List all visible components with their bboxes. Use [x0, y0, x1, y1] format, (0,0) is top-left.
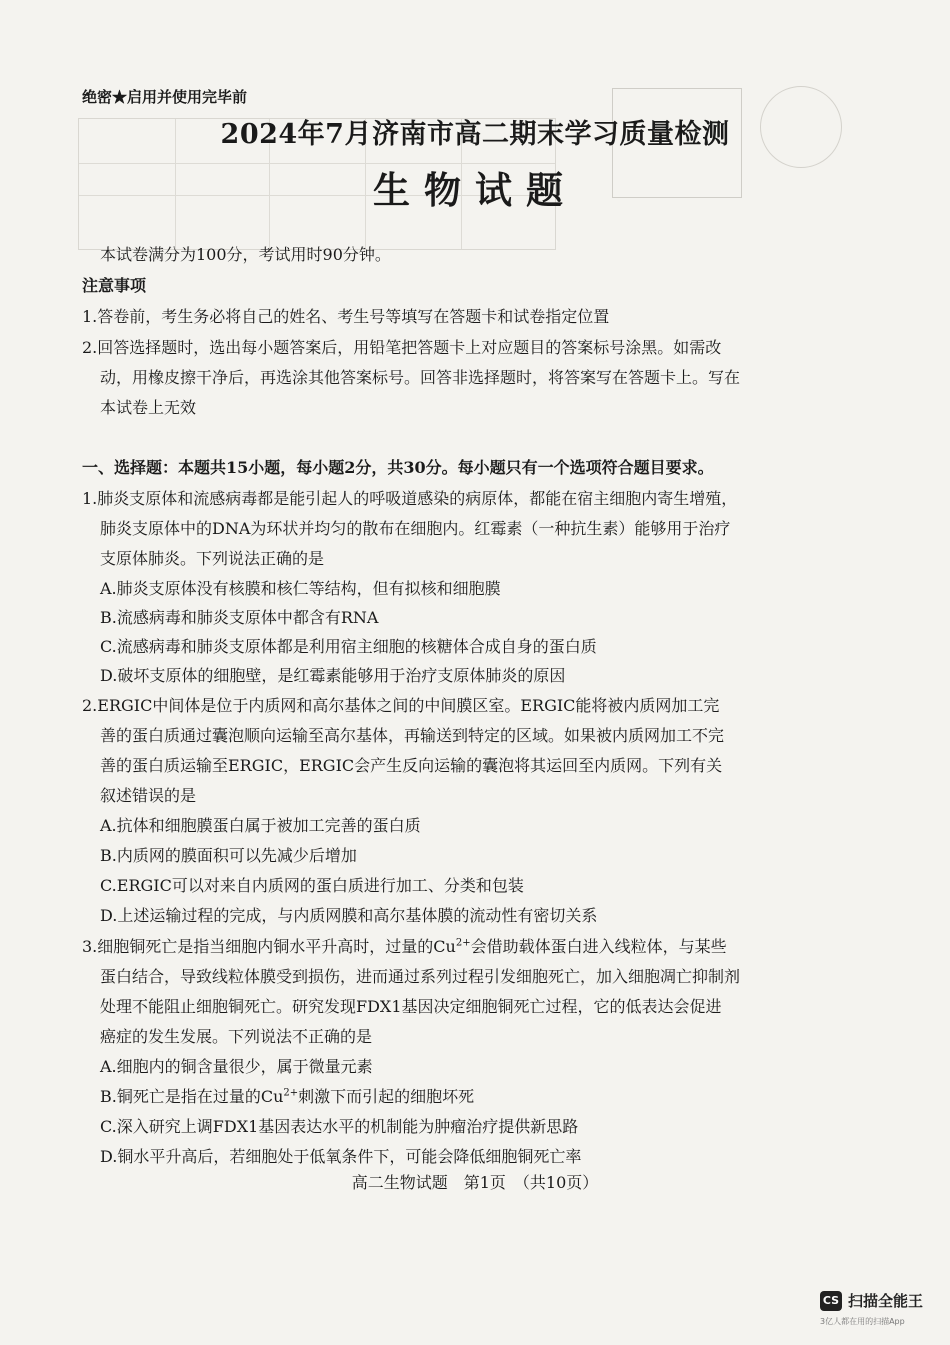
notice-item: 1.答卷前，考生务必将自己的姓名、考生号等填写在答题卡和试卷指定位置 [82, 307, 610, 326]
q3-option-b [100, 1086, 474, 1108]
q2-option-c: C.ERGIC可以对来自内质网的蛋白质进行加工、分类和包装 [100, 876, 524, 895]
q3-option-c: C.深入研究上调FDX1基因表达水平的机制能为肿瘤治疗提供新思路 [100, 1117, 579, 1136]
q1-option-c: C.流感病毒和肺炎支原体都是利用宿主细胞的核糖体合成自身的蛋白质 [100, 637, 597, 656]
scanner-watermark [820, 1290, 923, 1311]
scanner-tagline: 3亿人都在用的扫描App [820, 1317, 905, 1326]
section-heading: 一、选择题：本题共15小题，每小题2分，共30分。每小题只有一个选项符合题目要求。 [82, 458, 714, 477]
q2-stem: 叙述错误的是 [100, 786, 197, 805]
q1-stem: 肺炎支原体中的DNA为环状并均匀的散布在细胞内。红霉素（一种抗生素）能够用于治疗 [100, 519, 731, 538]
q3-option-b-a: B.铜死亡是指在过量的Cu [100, 1087, 284, 1106]
notice-heading: 注意事项 [82, 276, 147, 295]
q3-stem-b: 会借助载体蛋白进入线粒体，与某些 [470, 937, 727, 956]
subject-title: 生物试题 [373, 168, 577, 212]
page-footer: 高二生物试题 第1页 （共10页） [351, 1173, 599, 1192]
q3-option-a: A.细胞内的铜含量很少，属于微量元素 [100, 1057, 373, 1076]
scanner-name: 扫描全能王 [848, 1292, 924, 1310]
notice-item: 动，用橡皮擦干净后，再选涂其他答案标号。回答非选择题时，将答案写在答题卡上。写在 [100, 368, 741, 387]
q2-option-a: A.抗体和细胞膜蛋白属于被加工完善的蛋白质 [100, 816, 421, 835]
q2-option-d: D.上述运输过程的完成，与内质网膜和高尔基体膜的流动性有密切关系 [100, 906, 598, 925]
q2-stem: 善的蛋白质通过囊泡顺向运输至高尔基体，再输送到特定的区域。如果被内质网加工不完 [100, 726, 725, 745]
q2-stem: 善的蛋白质运输至ERGIC，ERGIC会产生反向运输的囊泡将其运回至内质网。下列有关 [100, 756, 723, 775]
q3-ion-charge: 2+ [455, 937, 471, 949]
q3-stem: 蛋白结合，导致线粒体膜受到损伤，进而通过系列过程引发细胞死亡，加入细胞凋亡抑制剂 [100, 967, 741, 986]
cs-logo-icon: CS [820, 1291, 842, 1311]
q1-option-d: D.破坏支原体的细胞壁，是红霉素能够用于治疗支原体肺炎的原因 [100, 666, 566, 685]
q1-stem: 1.肺炎支原体和流感病毒都是能引起人的呼吸道感染的病原体，都能在宿主细胞内寄生增殖， [82, 489, 738, 508]
notice-item: 2.回答选择题时，选出每小题答案后，用铅笔把答题卡上对应题目的答案标号涂黑。如需改 [82, 338, 722, 357]
q2-stem: 2.ERGIC中间体是位于内质网和高尔基体之间的中间膜区室。ERGIC能将被内质网加工完 [82, 696, 720, 715]
notice-item: 本试卷上无效 [100, 398, 197, 417]
q3-stem: 处理不能阻止细胞铜死亡。研究发现FDX1基因决定细胞铜死亡过程，它的低表达会促进 [100, 997, 722, 1016]
exam-title: 2024年7月济南市高二期末学习质量检测 [220, 119, 730, 150]
q1-option-a: A.肺炎支原体没有核膜和核仁等结构，但有拟核和细胞膜 [100, 579, 501, 598]
q3-stem [82, 936, 727, 958]
q2-option-b: B.内质网的膜面积可以先减少后增加 [100, 846, 357, 865]
secret-label: 绝密★启用并使用完毕前 [82, 88, 248, 106]
q3-option-b-b: 刺激下而引起的细胞坏死 [298, 1087, 475, 1106]
q3-stem: 癌症的发生发展。下列说法不正确的是 [100, 1027, 373, 1046]
q3-option-b-charge: 2+ [283, 1087, 299, 1099]
q3-option-d: D.铜水平升高后，若细胞处于低氧条件下，可能会降低细胞铜死亡率 [100, 1147, 582, 1166]
q3-stem-a: 3.细胞铜死亡是指当细胞内铜水平升高时，过量的Cu [82, 937, 456, 956]
q1-stem: 支原体肺炎。下列说法正确的是 [100, 549, 325, 568]
intro-text: 本试卷满分为100分，考试用时90分钟。 [100, 245, 391, 264]
q1-option-b: B.流感病毒和肺炎支原体中都含有RNA [100, 608, 379, 627]
